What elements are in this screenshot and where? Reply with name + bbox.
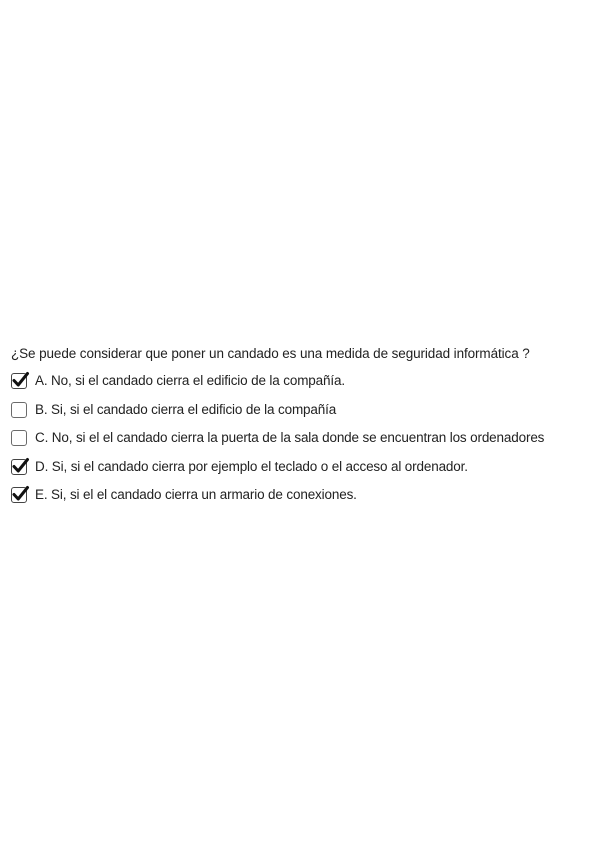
option-d-label: D. Si, si el candado cierra por ejemplo el teclado o el acceso al ordenador. xyxy=(35,458,468,474)
question-text: ¿Se puede considerar que poner un candado es una medida de seguridad informática ? xyxy=(11,346,530,361)
option-c[interactable] xyxy=(11,424,596,453)
option-c-checkbox[interactable] xyxy=(11,430,27,446)
option-a-checkbox[interactable] xyxy=(11,373,27,389)
option-b-checkbox[interactable] xyxy=(11,402,27,418)
option-e[interactable] xyxy=(11,481,596,510)
option-c-label: C. No, si el el candado cierra la puerta de la sala donde se encuentran los ordenadores xyxy=(35,430,545,446)
quiz-question-block xyxy=(11,345,596,510)
option-a[interactable] xyxy=(11,367,596,396)
checkmark-icon xyxy=(12,485,29,502)
checkmark-icon xyxy=(12,371,29,388)
option-e-label: E. Si, si el el candado cierra un armario de conexiones. xyxy=(35,487,357,503)
option-d-checkbox[interactable] xyxy=(11,459,27,475)
option-b[interactable] xyxy=(11,396,596,425)
option-b-label: B. Si, si el candado cierra el edificio de la compañía xyxy=(35,401,337,417)
checkmark-icon xyxy=(12,457,29,474)
option-a-label: A. No, si el candado cierra el edificio de la compañía. xyxy=(35,373,345,389)
option-e-checkbox[interactable] xyxy=(11,487,27,503)
option-d[interactable] xyxy=(11,453,596,482)
